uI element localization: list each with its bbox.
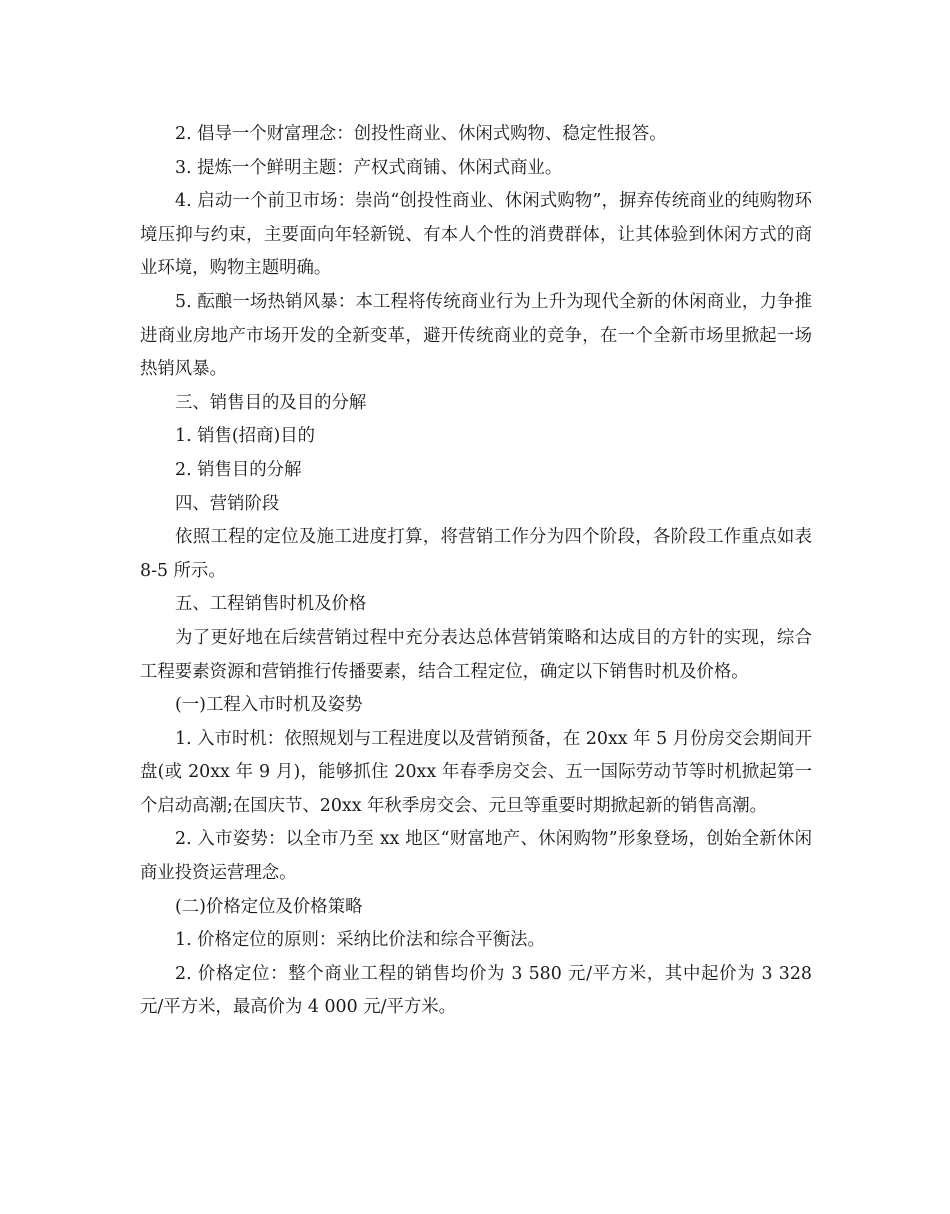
- subheading-entry-timing: (一)工程入市时机及姿势: [175, 695, 363, 716]
- subheading-pricing: (二)价格定位及价格策略: [175, 896, 363, 917]
- paragraph-entry-timing: 1. 入市时机：依照规划与工程进度以及营销预备，在 20xx 年 5 月份房交会期间开盘(或 20xx 年 9 月)，能够抓住 20xx 年春季房交会、五一国际劳动节等时机掀起第一个启动高潮;在国庆节、20xx 年秋季房交会、元旦等重要时期掀起新的销售高潮。: [140, 728, 812, 816]
- paragraph-entry-posture: 2. 入市姿势：以全市乃至 xx 地区“财富地产、休闲购物”形象登场，创始全新休闲商业投资运营理念。: [140, 829, 812, 884]
- paragraph-market-launch: 4. 启动一个前卫市场：崇尚“创投性商业、休闲式购物”，摒弃传统商业的纯购物环境压抑与约束，主要面向年轻新锐、有本人个性的消费群体，让其体验到休闲方式的商业环境，购物主题明确。: [140, 191, 812, 279]
- document-body: [140, 118, 812, 1025]
- heading-sales-goals: 三、销售目的及目的分解: [175, 392, 367, 413]
- paragraph-sales-goal: 1. 销售(招商)目的: [175, 426, 316, 447]
- paragraph-theme: 3. 提炼一个鲜明主题：产权式商铺、休闲式商业。: [175, 157, 563, 178]
- paragraph-timing-intro: 为了更好地在后续营销过程中充分表达总体营销策略和达成目的方针的实现，综合工程要素资源和营销推行传播要素，结合工程定位，确定以下销售时机及价格。: [140, 627, 812, 682]
- paragraph-price-positioning: 2. 价格定位：整个商业工程的销售均价为 3 580 元/平方米，其中起价为 3 328 元/平方米，最高价为 4 000 元/平方米。: [140, 963, 812, 1018]
- heading-sales-timing-price: 五、工程销售时机及价格: [175, 594, 367, 615]
- paragraph-wealth-concept: 2. 倡导一个财富理念：创投性商业、休闲式购物、稳定性报答。: [175, 124, 667, 144]
- paragraph-goal-breakdown: 2. 销售目的分解: [175, 459, 302, 480]
- heading-marketing-stages: 四、营销阶段: [175, 493, 280, 514]
- paragraph-pricing-principle: 1. 价格定位的原则：采纳比价法和综合平衡法。: [175, 930, 545, 951]
- paragraph-marketing-stages: 依照工程的定位及施工进度打算，将营销工作分为四个阶段，各阶段工作重点如表 8-5 所示。: [140, 527, 812, 581]
- paragraph-sales-storm: 5. 酝酿一场热销风暴：本工程将传统商业行为上升为现代全新的休闲商业，力争推进商业房地产市场开发的全新变革，避开传统商业的竞争，在一个全新市场里掀起一场热销风暴。: [140, 291, 812, 380]
